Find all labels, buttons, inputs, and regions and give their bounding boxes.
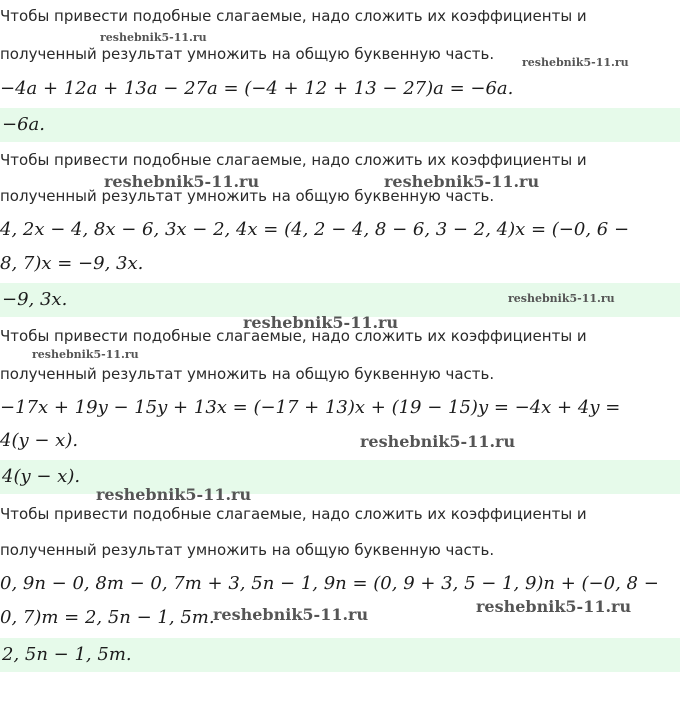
watermark: reshebnik5-11.ru [384,172,540,191]
watermark: reshebnik5-11.ru [96,485,252,504]
watermark: reshebnik5-11.ru [104,172,260,191]
task-2-answer: −9, 3x. [2,289,68,310]
task-3-answer-band [0,460,680,494]
watermark: reshebnik5-11.ru [213,605,369,624]
watermark: reshebnik5-11.ru [522,56,629,69]
watermark: reshebnik5-11.ru [360,432,516,451]
task-1-intro-line-2: полученный результат умножить на общую буквенную часть. [0,45,495,63]
task-2-intro-line-1: Чтобы привести подобные слагаемые, надо сложить их коэффициенты и [0,151,587,169]
task-3-intro-line-1: Чтобы привести подобные слагаемые, надо сложить их коэффициенты и [0,327,587,345]
task-4-solution-line-2: 0, 7)m = 2, 5n − 1, 5m. [0,607,215,628]
task-3-solution-line-1: −17x + 19y − 15y + 13x = (−17 + 13)x + (19 − 15)y = −4x + 4y = [0,397,621,418]
watermark: reshebnik5-11.ru [100,31,207,44]
task-4-intro-line-1: Чтобы привести подобные слагаемые, надо сложить их коэффициенты и [0,505,587,523]
task-3-intro-line-2: полученный результат умножить на общую буквенную часть. [0,365,495,383]
task-1-solution-line-1: −4a + 12a + 13a − 27a = (−4 + 12 + 13 − 27)a = −6a. [0,78,514,99]
watermark: reshebnik5-11.ru [243,313,399,332]
task-4-intro-line-2: полученный результат умножить на общую буквенную часть. [0,541,495,559]
watermark: reshebnik5-11.ru [32,348,139,361]
task-4-answer-band [0,638,680,672]
task-2-solution-line-1: 4, 2x − 4, 8x − 6, 3x − 2, 4x = (4, 2 − 4, 8 − 6, 3 − 2, 4)x = (−0, 6 − [0,219,630,240]
task-4-solution-line-1: 0, 9n − 0, 8m − 0, 7m + 3, 5n − 1, 9n = (0, 9 + 3, 5 − 1, 9)n + (−0, 8 − [0,573,659,594]
task-2-intro-line-2: полученный результат умножить на общую буквенную часть. [0,187,495,205]
task-1-intro-line-1: Чтобы привести подобные слагаемые, надо сложить их коэффициенты и [0,7,587,25]
task-1-answer: −6a. [2,114,45,135]
task-2-answer-band [0,283,680,317]
watermark: reshebnik5-11.ru [508,292,615,305]
task-3-solution-line-2: 4(y − x). [0,430,79,451]
task-4-answer: 2, 5n − 1, 5m. [2,644,132,665]
task-1-answer-band [0,108,680,142]
watermark: reshebnik5-11.ru [476,597,632,616]
task-2-solution-line-2: 8, 7)x = −9, 3x. [0,253,144,274]
task-3-answer: 4(y − x). [2,466,81,487]
